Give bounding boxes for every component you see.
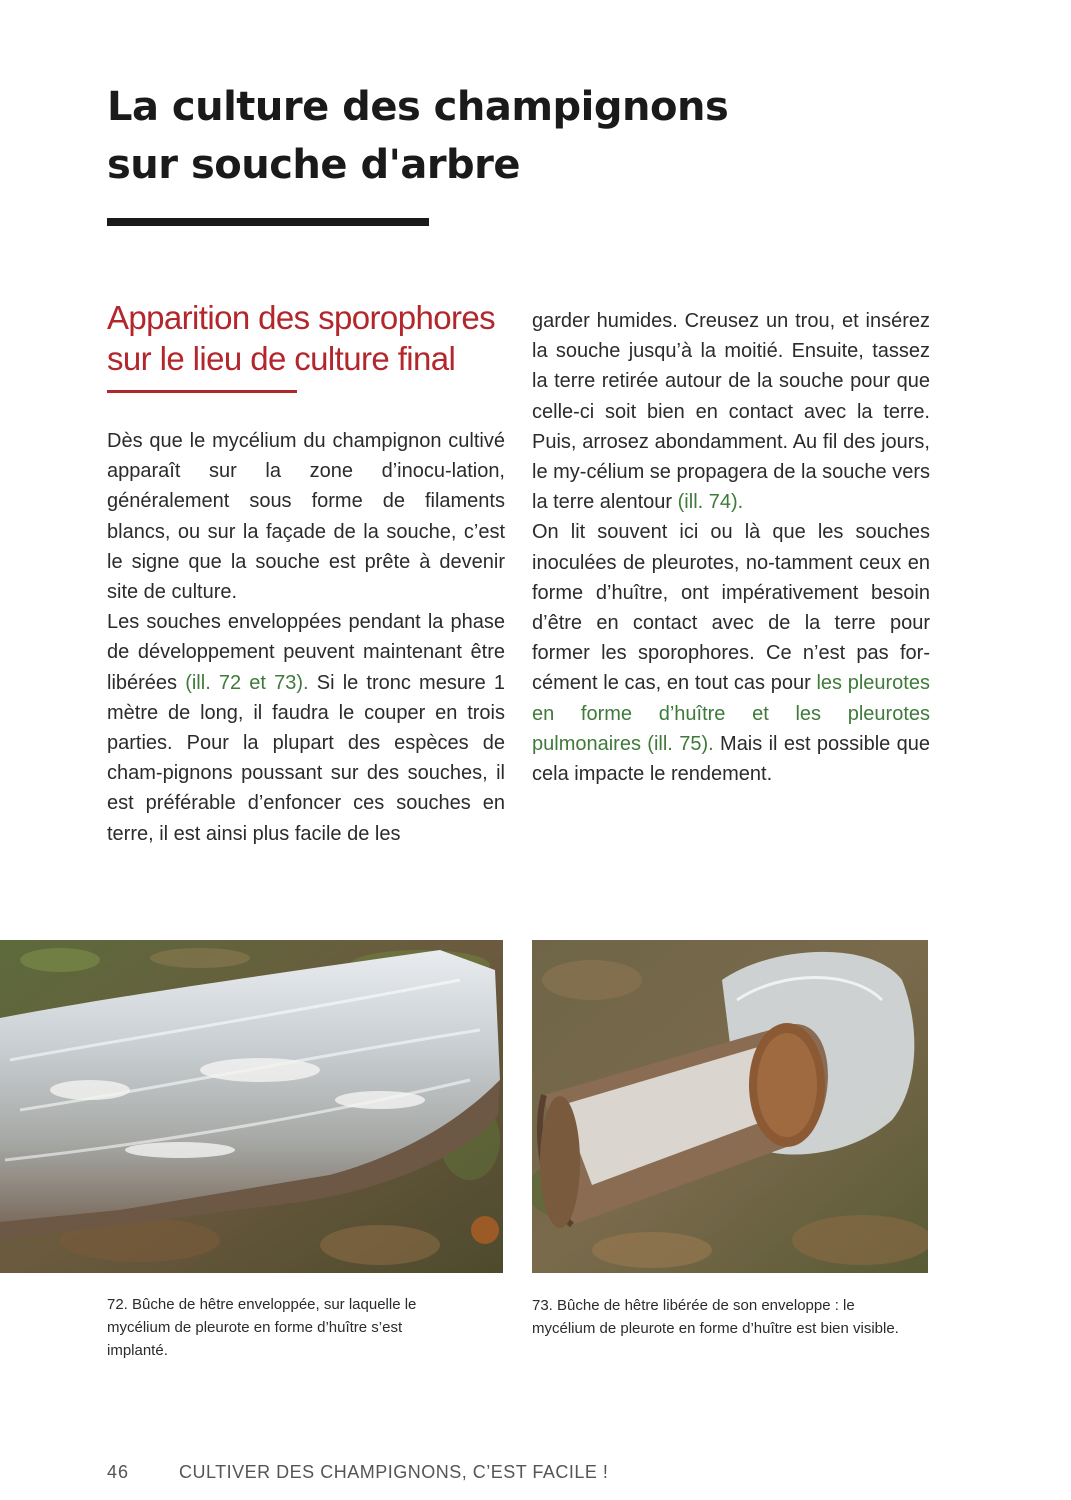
illustration-reference: les pleurotes en forme d’huître et les pleurotes pulmonaires (ill. 75). — [532, 672, 930, 755]
running-title: CULTIVER DES CHAMPIGNONS, C’EST FACILE ! — [179, 1462, 609, 1482]
figure-caption-72: 72. Bûche de hêtre enveloppée, sur laquelle le mycélium de pleurote en forme d’huître s’est implanté. — [107, 1296, 417, 1359]
paragraph — [532, 306, 930, 517]
section-heading-line2: sur le lieu de culture final — [107, 340, 456, 377]
title-underline — [107, 218, 429, 226]
photo-wrapped-log — [0, 940, 503, 1273]
page-number: 46 — [107, 1462, 130, 1482]
paragraph-text: Mais il est possible que cela impacte le rendement. — [532, 732, 930, 786]
section-heading — [107, 297, 527, 379]
photo-unwrapped-log — [532, 940, 928, 1273]
paragraph-text: Les souches enveloppées pendant la phase de développement peuvent maintenant être libérées — [107, 611, 505, 694]
paragraph-text: garder humides. Creusez un trou, et insérez la souche jusqu’à la moitié. Ensuite, tassez la terre retirée autour de la souche pour que celle-ci soit bien en contact avec la terre. Puis, arrosez abondamment. Au fil des jours, le my-célium se propagera de la souche vers la terre alentour — [532, 310, 930, 514]
chapter-title-line2: sur souche d'arbre — [107, 142, 521, 188]
paragraph: Dès que le mycélium du champignon cultivé apparaît sur la zone d’inocu-lation, généralement sous forme de filaments blancs, ou sur la façade de la souche, c’est le signe que la souche est prête à devenir site de culture. — [107, 430, 505, 604]
illustration-reference: (ill. 72 et 73). — [185, 671, 309, 694]
section-heading-line1: Apparition des sporophores — [107, 299, 495, 336]
right-text-column — [532, 306, 930, 789]
paragraph-text: Si le tronc mesure 1 mètre de long, il faudra le couper en trois parties. Pour la plupart des espèces de cham-pignons poussant sur des souches, il est préférable d’enfoncer ces souches en terre, il est ainsi plus facile de les — [107, 671, 505, 845]
figure-caption-73: 73. Bûche de hêtre libérée de son enveloppe : le mycélium de pleurote en forme d’huître est bien visible. — [532, 1297, 899, 1337]
chapter-title — [107, 78, 907, 194]
illustration-reference: (ill. 74). — [677, 491, 744, 514]
paragraph-text: On lit souvent ici ou là que les souches inoculées de pleurotes, no-tamment ceux en forme d’huître, ont impérativement besoin d’être en contact avec de la terre pour former les sporophores. Ce n’est pas for-cément le cas, en tout cas pour — [532, 521, 930, 695]
left-text-column — [107, 426, 505, 849]
paragraph — [532, 517, 930, 789]
chapter-title-line1: La culture des champignons — [107, 84, 729, 130]
section-underline — [107, 390, 297, 393]
paragraph — [107, 607, 505, 849]
